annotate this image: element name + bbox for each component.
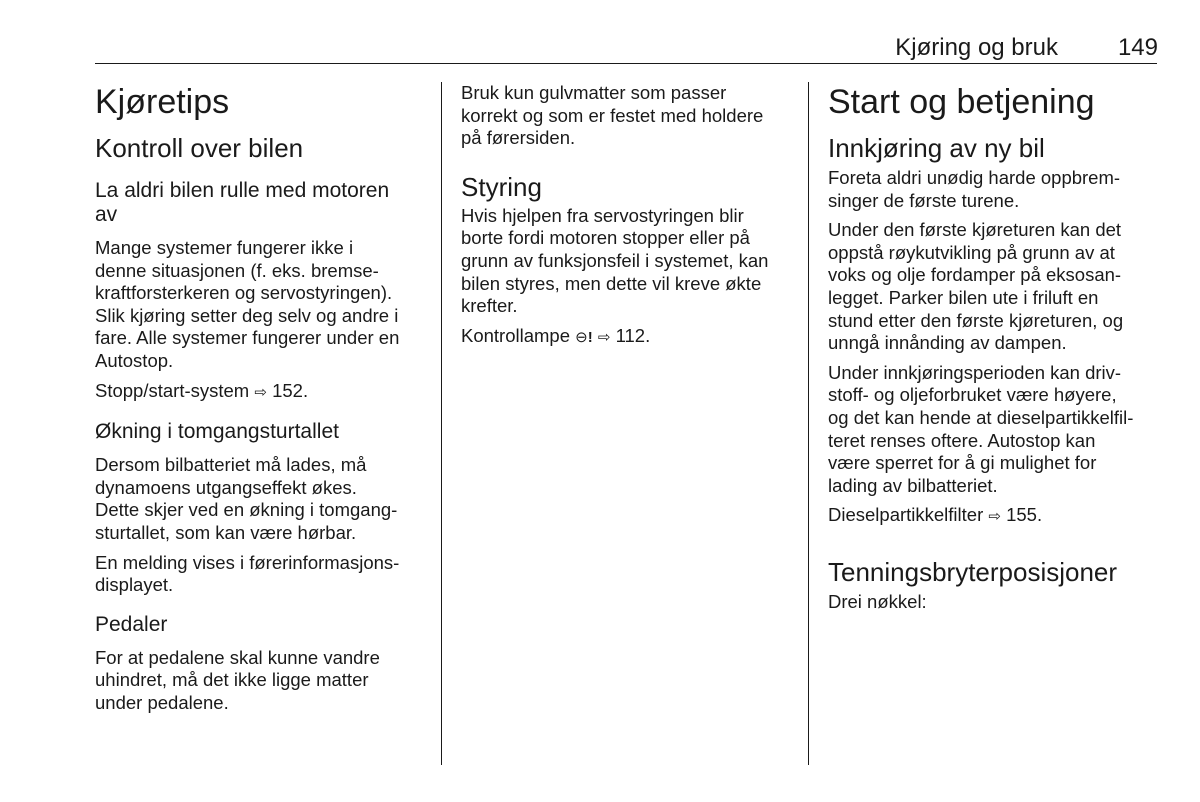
text-line: og det kan hende at dieselpartikkelfil- xyxy=(828,406,1134,428)
paragraph-oppbremsinger xyxy=(828,167,1161,212)
paragraph-gulvmatter xyxy=(461,82,794,150)
header-rule xyxy=(95,63,1157,64)
cross-reference-kontrollampe xyxy=(461,325,794,350)
text-line: Autostop. xyxy=(95,349,174,371)
reference-page: 152. xyxy=(272,379,309,401)
cross-reference-dieselpartikkelfilter xyxy=(828,504,1161,529)
text-line: kraftforsterkeren og servostyringen). xyxy=(95,282,393,304)
text-line: Hvis hjelpen fra servostyringen blir xyxy=(461,204,744,226)
reference-text: Stopp/start-system xyxy=(95,379,250,401)
text-line: krefter. xyxy=(461,295,518,317)
subheading-innkjoring: Innkjøring av ny bil xyxy=(828,133,1045,163)
text-line: lading av bilbatteriet. xyxy=(828,474,998,496)
subheading-tomgangsturtall: Økning i tomgangsturtallet xyxy=(95,420,339,444)
paragraph-pedaler xyxy=(95,647,428,715)
column-1 xyxy=(95,82,428,715)
text-line: Under den første kjøreturen kan det xyxy=(828,219,1122,241)
page-reference-arrow-icon: ⇨ xyxy=(597,328,611,346)
section-heading-kjoretips: Kjøretips xyxy=(95,83,230,121)
reference-text: Kontrollampe xyxy=(461,324,571,346)
reference-page: 155. xyxy=(1006,504,1043,526)
text-line: unngå innånding av dampen. xyxy=(828,332,1067,354)
text-line: singer de første turene. xyxy=(828,189,1020,211)
text-line: oppstå røykutvikling på grunn av at xyxy=(828,241,1115,263)
text-line: Bruk kun gulvmatter som passer xyxy=(461,82,727,103)
text-line: Under innkjøringsperioden kan driv- xyxy=(828,361,1122,383)
text-line: denne situasjonen (f. eks. bremse- xyxy=(95,259,379,281)
steering-warning-lamp-icon: ⊖! xyxy=(575,328,593,346)
page-reference-arrow-icon: ⇨ xyxy=(254,383,267,401)
text-line: En melding vises i førerinformasjons- xyxy=(95,551,400,573)
text-line: dynamoens utgangseffekt økes. xyxy=(95,476,357,498)
running-header-title: Kjøring og bruk xyxy=(895,34,1058,61)
column-2 xyxy=(461,82,794,349)
text-line: For at pedalene skal kunne vandre xyxy=(95,646,380,668)
column-divider-1 xyxy=(441,82,442,765)
text-line: Dette skjer ved en økning i tomgang- xyxy=(95,499,398,521)
text-line: stoff- og oljeforbruket være høyere, xyxy=(828,384,1117,406)
text-line: voks og olje fordamper på eksosan- xyxy=(828,264,1122,286)
subheading-kontroll-over-bilen: Kontroll over bilen xyxy=(95,133,304,163)
text-line: uhindret, må det ikke ligge matter xyxy=(95,669,369,691)
paragraph-melding xyxy=(95,552,428,597)
section-heading-start-og-betjening: Start og betjening xyxy=(828,83,1095,121)
text-line: bilen styres, men dette vil kreve økte xyxy=(461,272,762,294)
text-line: teret renses oftere. Autostop kan xyxy=(828,429,1096,451)
paragraph-servostyring xyxy=(461,205,794,318)
text-line: Mange systemer fungerer ikke i xyxy=(95,237,354,258)
text-line: grunn av funksjonsfeil i systemet, kan xyxy=(461,249,769,271)
reference-page: 112. xyxy=(615,324,651,346)
text-line: korrekt og som er festet med holdere xyxy=(461,104,764,126)
page-number: 149 xyxy=(1117,34,1158,61)
column-3 xyxy=(828,82,1161,614)
paragraph-drei-nokkel: Drei nøkkel: xyxy=(828,590,927,612)
text-line: legget. Parker bilen ute i friluft en xyxy=(828,286,1099,308)
paragraph-innkjoringsperiode xyxy=(828,362,1161,498)
paragraph-systemer xyxy=(95,237,428,373)
subheading-rulle-med-motoren-av: La aldri bilen rulle med motoren av xyxy=(95,179,390,226)
cross-reference-stopp-start xyxy=(95,380,428,405)
subheading-styring: Styring xyxy=(461,171,542,202)
paragraph-roykutvikling xyxy=(828,219,1161,355)
text-line: være sperret for å gi mulighet for xyxy=(828,452,1097,474)
column-divider-2 xyxy=(808,82,809,765)
text-line: stund etter den første kjøreturen, og xyxy=(828,309,1124,331)
text-line: på førersiden. xyxy=(461,127,576,149)
subheading-pedaler: Pedaler xyxy=(95,612,168,636)
text-line: Dersom bilbatteriet må lades, må xyxy=(95,454,367,476)
text-line: under pedalene. xyxy=(95,691,229,713)
reference-text: Dieselpartikkelfilter xyxy=(828,504,984,526)
page-reference-arrow-icon: ⇨ xyxy=(988,508,1001,526)
text-line: Slik kjøring setter deg selv og andre i xyxy=(95,304,399,326)
text-line: displayet. xyxy=(95,574,174,596)
text-line: Foreta aldri unødig harde oppbrem- xyxy=(828,167,1121,188)
text-line: fare. Alle systemer fungerer under en xyxy=(95,327,400,349)
subheading-tenningsbryterposisjoner: Tenningsbryterposisjoner xyxy=(828,556,1118,587)
text-line: borte fordi motoren stopper eller på xyxy=(461,227,750,249)
paragraph-bilbatteri xyxy=(95,454,428,544)
text-line: sturtallet, som kan være hørbar. xyxy=(95,521,357,543)
